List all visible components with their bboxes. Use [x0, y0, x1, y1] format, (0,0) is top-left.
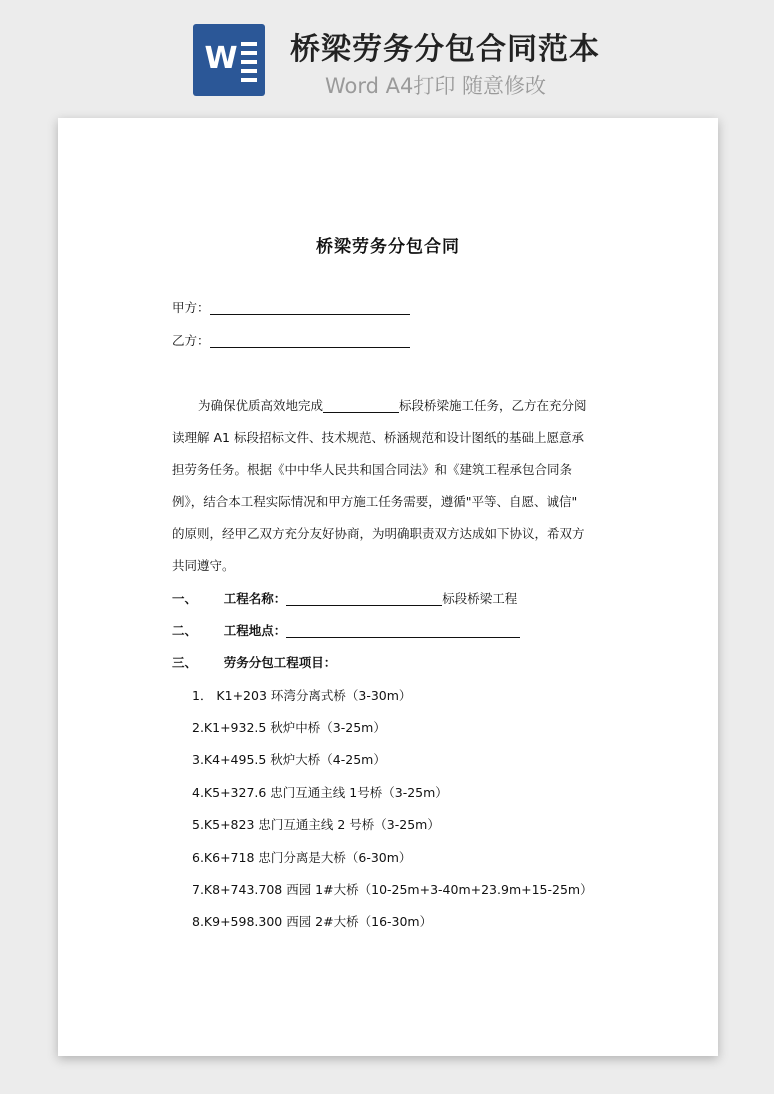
paragraph-line-4: 例》，结合本工程实际情况和甲方施工任务需要，遵循"平等、自愿、诚信": [172, 494, 578, 509]
party-b-line: [172, 331, 410, 349]
paragraph-line-1: [198, 396, 587, 414]
document-page: [58, 118, 718, 1056]
page-subtitle: Word A4打印 随意修改: [325, 74, 547, 98]
list-item: 7.K8+743.708 西园 1#大桥（10-25m+3-40m+23.9m+15-25m）: [192, 882, 593, 897]
paragraph-line-2: 读理解 A1 标段招标文件、技术规范、桥涵规范和设计图纸的基础上愿意承: [172, 430, 584, 445]
section-number: 一、: [172, 591, 198, 606]
header: [0, 0, 774, 112]
party-b-label: 乙方：: [172, 333, 210, 348]
project-name-blank[interactable]: [286, 591, 442, 606]
section-label: 工程名称：: [223, 591, 287, 606]
section-number: 二、: [172, 623, 198, 638]
section-label: 劳务分包工程项目：: [223, 655, 337, 670]
list-item: 8.K9+598.300 西园 2#大桥（16-30m）: [192, 914, 433, 929]
paragraph-text: 标段桥梁施工任务，乙方在充分阅: [399, 398, 587, 413]
section-suffix: 标段桥梁工程: [442, 591, 518, 606]
section-project-items: [172, 653, 336, 671]
list-item: 1． K1+203 环湾分离式桥（3-30m）: [192, 688, 412, 703]
section-label: 工程地点：: [223, 623, 287, 638]
section-blank[interactable]: [323, 398, 399, 413]
party-a-label: 甲方：: [172, 300, 210, 315]
paragraph-line-5: 的原则，经甲乙双方充分友好协商，为明确职责双方达成如下协议，希双方: [172, 526, 585, 541]
list-item: 4.K5+327.6 忠门互通主线 1号桥（3-25m）: [192, 785, 448, 800]
section-project-location: [172, 621, 520, 639]
party-b-blank[interactable]: [210, 333, 410, 348]
paragraph-line-3: 担劳务任务。根据《中中华人民共和国合同法》和《建筑工程承包合同条: [172, 462, 573, 477]
list-item: 5.K5+823 忠门互通主线 2 号桥（3-25m）: [192, 817, 440, 832]
section-project-name: [172, 589, 517, 607]
page-title: 桥梁劳务分包合同范本: [290, 32, 600, 67]
paragraph-line-6: 共同遵守。: [172, 558, 235, 573]
word-icon-letter: W: [204, 41, 238, 76]
list-item: 3.K4+495.5 秋炉大桥（4-25m）: [192, 752, 386, 767]
section-number: 三、: [172, 655, 198, 670]
paragraph-text: 为确保优质高效地完成: [198, 398, 324, 413]
list-item: 2.K1+932.5 秋炉中桥（3-25m）: [192, 720, 386, 735]
word-icon: [193, 24, 265, 96]
project-location-blank[interactable]: [286, 623, 520, 638]
party-a-blank[interactable]: [210, 300, 410, 315]
list-item: 6.K6+718 忠门分离是大桥（6-30m）: [192, 850, 412, 865]
word-icon-lines: [241, 42, 257, 87]
party-a-line: [172, 298, 410, 316]
document-title: 桥梁劳务分包合同: [316, 237, 460, 257]
